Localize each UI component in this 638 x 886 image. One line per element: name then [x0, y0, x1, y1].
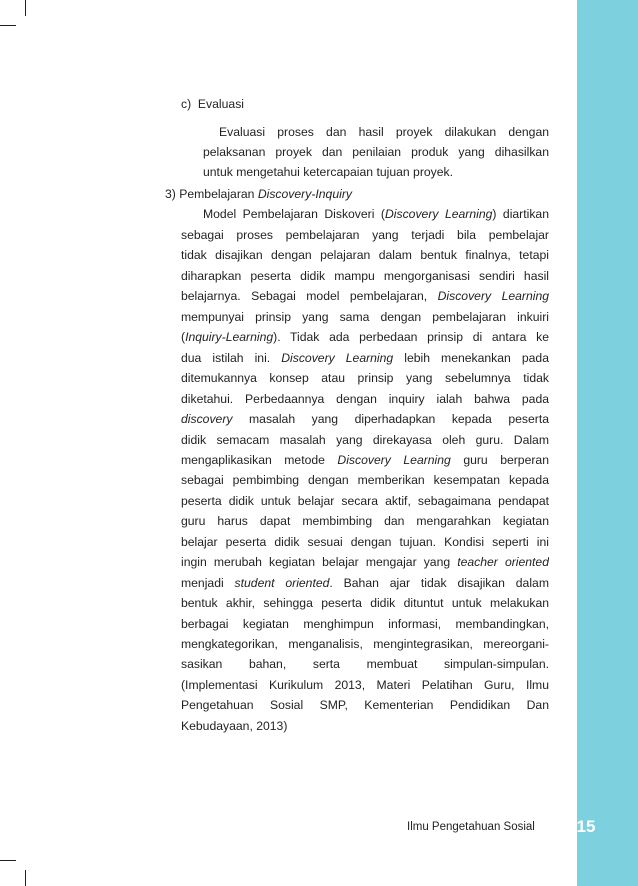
paragraph-line [181, 350, 549, 366]
paragraph-line [181, 247, 549, 263]
paragraph-line [181, 309, 549, 325]
text-run: belajarnya. Sebagai model pembelajaran, [181, 289, 438, 304]
evaluasi-line-3: untuk mengetahui ketercapaian tujuan proyek. [203, 165, 454, 179]
text-run: masalah yang diperhadapkan kepada peserta [232, 412, 549, 427]
paragraph-line [181, 329, 549, 345]
text-run: menjadi [181, 575, 235, 590]
text-run: sebagai proses pembelajaran yang terjadi bila pembelajar [181, 228, 549, 242]
page-number: 15 [576, 817, 596, 836]
paragraph-line [181, 472, 549, 488]
section-title: Pembelajaran [179, 187, 258, 201]
text-run: ). Tidak ada perbedaan prinsip di antara ke [273, 330, 549, 345]
italic-run: Discovery Learning [384, 207, 493, 221]
text-run: (Implementasi Kurikulum 2013, Materi Pelatihan Guru, Ilmu [181, 677, 549, 692]
paragraph-line [181, 513, 549, 529]
paragraph-line [181, 268, 549, 284]
text-run: guru berperan [450, 452, 549, 467]
crop-mark [25, 870, 26, 886]
crop-mark [25, 0, 26, 16]
side-color-band [577, 0, 638, 886]
text-run: Kebudayaan, 2013) [181, 718, 288, 733]
italic-run: Discovery Learning [281, 350, 394, 365]
paragraph-line [181, 432, 549, 448]
text-run: diharapkan peserta didik mampu mengorganisasi sendiri hasil [181, 268, 549, 283]
text-run: bentuk akhir, sehingga peserta didik dituntut untuk melakukan [181, 596, 549, 611]
italic-run: Discovery Learning [337, 452, 451, 467]
text-run: ( [181, 330, 186, 345]
evaluasi-line-1: Evaluasi proses dan hasil proyek dilakukan dengan [219, 125, 549, 139]
text-run: mengkategorikan, menganalisis, mengintegrasikan, mereorgani- [181, 637, 549, 651]
section-title-italic: Discovery-Inquiry [257, 187, 352, 201]
paragraph-line [181, 636, 549, 652]
paragraph-line [181, 391, 549, 407]
italic-run: Discovery Learning [437, 289, 549, 304]
text-run: ingin merubah kegiatan belajar mengajar yang [181, 555, 458, 570]
paragraph-line [181, 616, 549, 632]
paragraph-line [181, 595, 549, 611]
text-run: peserta didik untuk belajar secara aktif, sebagaimana pendapat [181, 493, 549, 508]
text-run: didik semacam masalah yang direkayasa oleh guru. Dalam [181, 432, 549, 447]
paragraph-line [181, 227, 549, 243]
text-run: ) diartikan [492, 207, 549, 221]
text-run: tidak disajikan dengan pelajaran dalam bentuk finalnya, tetapi [181, 248, 549, 263]
text-run: ditemukannya konsep atau prinsip yang sebelumnya tidak [181, 371, 549, 386]
paragraph-line [181, 575, 549, 591]
paragraph-line [181, 493, 549, 509]
text-run: guru harus dapat membimbing dan mengarahkan kegiatan [181, 514, 549, 529]
paragraph-line [181, 718, 549, 734]
italic-run: teacher oriented [457, 555, 549, 570]
text-run: sebagai pembimbing dengan memberikan kesempatan kepada [181, 473, 549, 488]
italic-run: Inquiry-Learning [185, 330, 274, 345]
text-run: mengaplikasikan metode [181, 452, 338, 467]
paragraph-line [181, 677, 549, 693]
text-run: . Bahan ajar tidak disajikan dalam [329, 575, 549, 590]
paragraph-line [181, 452, 549, 468]
text-run: belajar peserta didik sesuai dengan tujuan. Kondisi seperti ini [181, 534, 549, 549]
text-run: berbagai kegiatan menghimpun informasi, membandingkan, [181, 616, 549, 631]
footer-subject: Ilmu Pengetahuan Sosial [407, 821, 535, 833]
paragraph-line [181, 370, 549, 386]
paragraph-line [181, 411, 549, 427]
italic-run: discovery [181, 412, 233, 427]
paragraph-first-line [203, 206, 549, 222]
text-run: mempunyai prinsip yang sama dengan pembelajaran inkuiri [181, 309, 549, 324]
text-run: Model Pembelajaran Diskoveri ( [203, 207, 385, 221]
section-number: 3) [165, 187, 176, 201]
text-run: lebih menekankan pada [393, 350, 549, 365]
paragraph-line [181, 656, 549, 672]
evaluasi-line-2: pelaksanan proyek dan penilaian produk yang dihasilkan [203, 145, 549, 159]
crop-mark [0, 860, 16, 861]
section-heading-discovery-inquiry [165, 186, 352, 202]
crop-mark [0, 25, 16, 26]
paragraph-line [181, 554, 549, 570]
text-run: Pengetahuan Sosial SMP, Kementerian Pendidikan Dan [181, 698, 549, 713]
text-run: diketahui. Perbedaannya dengan inquiry ialah bahwa pada [181, 391, 549, 406]
text-run: dua istilah ini. [181, 350, 282, 365]
subheading-evaluasi: c) Evaluasi [181, 97, 244, 111]
text-run: sasikan bahan, serta membuat simpulan-simpulan. [181, 657, 549, 672]
paragraph-line [181, 697, 549, 713]
paragraph-line [181, 288, 549, 304]
paragraph-line [181, 534, 549, 550]
italic-run: student oriented [234, 575, 330, 590]
